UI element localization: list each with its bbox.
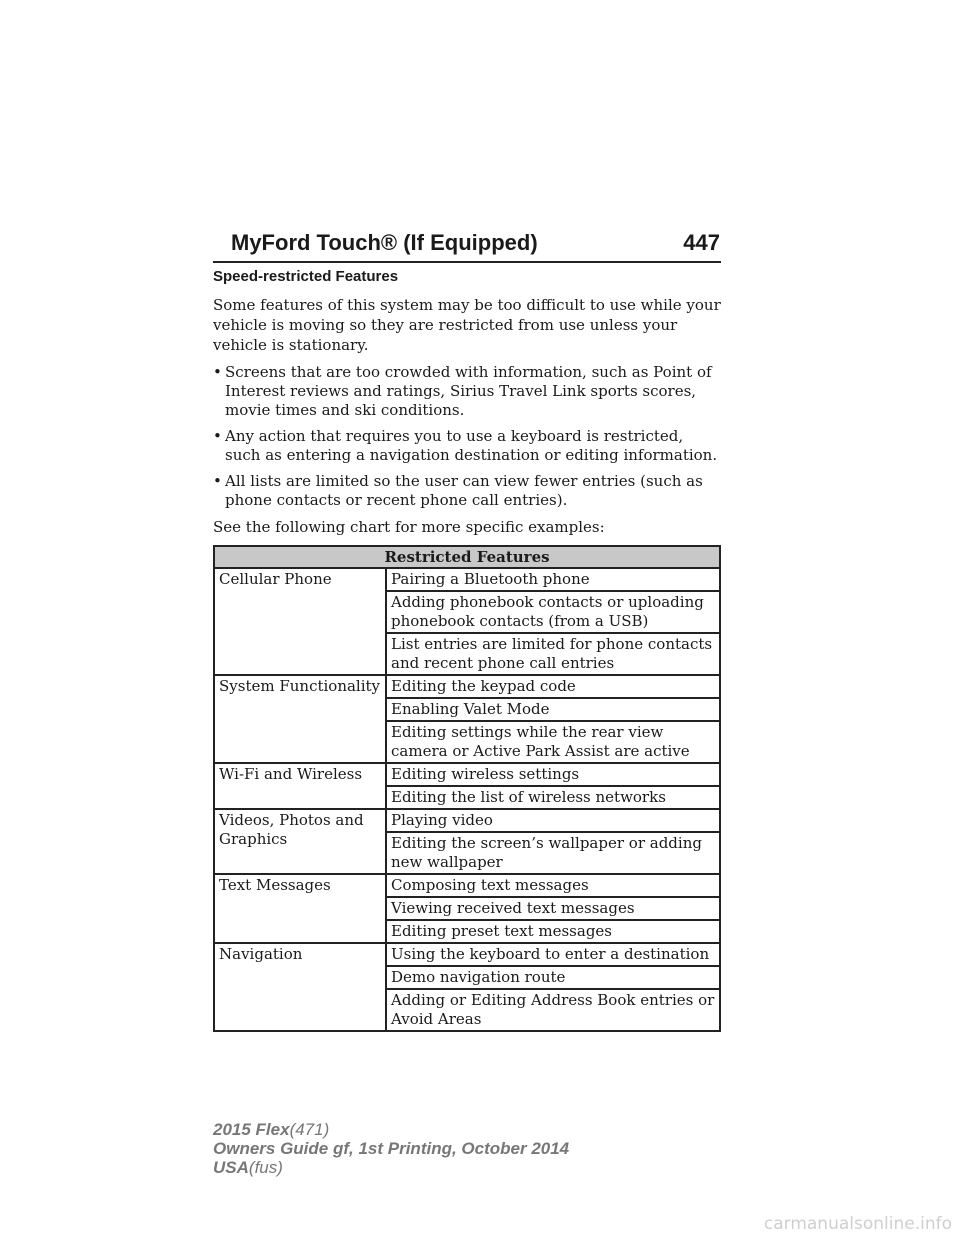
page-header	[213, 228, 720, 260]
footer-line-printing: Owners Guide gf, 1st Printing, October 2014	[213, 1139, 570, 1158]
bullet-item	[213, 363, 721, 420]
feature-cell: Playing video	[386, 809, 720, 832]
bullet-mark: •	[213, 427, 222, 445]
chart-intro: See the following chart for more specific examples:	[213, 518, 605, 536]
feature-cell: Enabling Valet Mode	[386, 698, 720, 721]
page-number: 447	[683, 230, 720, 255]
feature-cell: Editing preset text messages	[386, 920, 720, 943]
bullet-item	[213, 472, 721, 510]
intro-paragraph: Some features of this system may be too difficult to use while your vehicle is moving so they are restricted from use unless your vehicle is stationary.	[213, 296, 721, 354]
feature-cell: Editing the screen’s wallpaper or adding new wallpaper	[386, 832, 720, 874]
footer-model-code: (471)	[289, 1120, 330, 1139]
feature-cell: Editing wireless settings	[386, 763, 720, 786]
footer-line-market	[213, 1158, 569, 1177]
restricted-features-table	[213, 545, 721, 1032]
print-footer	[213, 1120, 569, 1177]
category-cell: Cellular Phone	[214, 568, 386, 675]
category-cell: System Functionality	[214, 675, 386, 763]
bullet-item	[213, 427, 721, 465]
header-rule	[213, 261, 721, 263]
footer-line-model	[213, 1120, 569, 1139]
watermark-text: carmanualsonline.info	[763, 1214, 952, 1234]
footer-market-code: (fus)	[248, 1158, 283, 1177]
category-cell: Wi-Fi and Wireless	[214, 763, 386, 809]
feature-cell: Viewing received text messages	[386, 897, 720, 920]
feature-cell: Editing settings while the rear view camera or Active Park Assist are active	[386, 721, 720, 763]
bullet-mark: •	[213, 363, 222, 381]
footer-market: USA	[213, 1158, 249, 1177]
feature-cell: Demo navigation route	[386, 966, 720, 989]
page-content	[213, 268, 721, 1032]
feature-cell: Adding phonebook contacts or uploading phonebook contacts (from a USB)	[386, 591, 720, 633]
feature-cell: Pairing a Bluetooth phone	[386, 568, 720, 591]
feature-cell: Editing the keypad code	[386, 675, 720, 698]
feature-cell: List entries are limited for phone contacts and recent phone call entries	[386, 633, 720, 675]
category-cell: Text Messages	[214, 874, 386, 943]
category-cell: Navigation	[214, 943, 386, 1031]
section-heading: Speed-restricted Features	[213, 268, 399, 285]
category-cell: Videos, Photos and Graphics	[214, 809, 386, 874]
feature-cell: Using the keyboard to enter a destination	[386, 943, 720, 966]
footer-model: 2015 Flex	[213, 1120, 290, 1139]
bullet-list	[213, 363, 721, 510]
bullet-mark: •	[213, 472, 222, 490]
bullet-text: Any action that requires you to use a keyboard is restricted, such as entering a navigation destination or editing information.	[225, 427, 718, 464]
bullet-text: Screens that are too crowded with information, such as Point of Interest reviews and ratings, Sirius Travel Link sports scores, movie times and ski conditions.	[225, 363, 712, 419]
feature-cell: Composing text messages	[386, 874, 720, 897]
bullet-text: All lists are limited so the user can view fewer entries (such as phone contacts or recent phone call entries).	[225, 472, 703, 509]
chapter-title: MyFord Touch® (If Equipped)	[231, 230, 538, 255]
table-header: Restricted Features	[214, 546, 720, 568]
feature-cell: Adding or Editing Address Book entries or Avoid Areas	[386, 989, 720, 1031]
feature-cell: Editing the list of wireless networks	[386, 786, 720, 809]
